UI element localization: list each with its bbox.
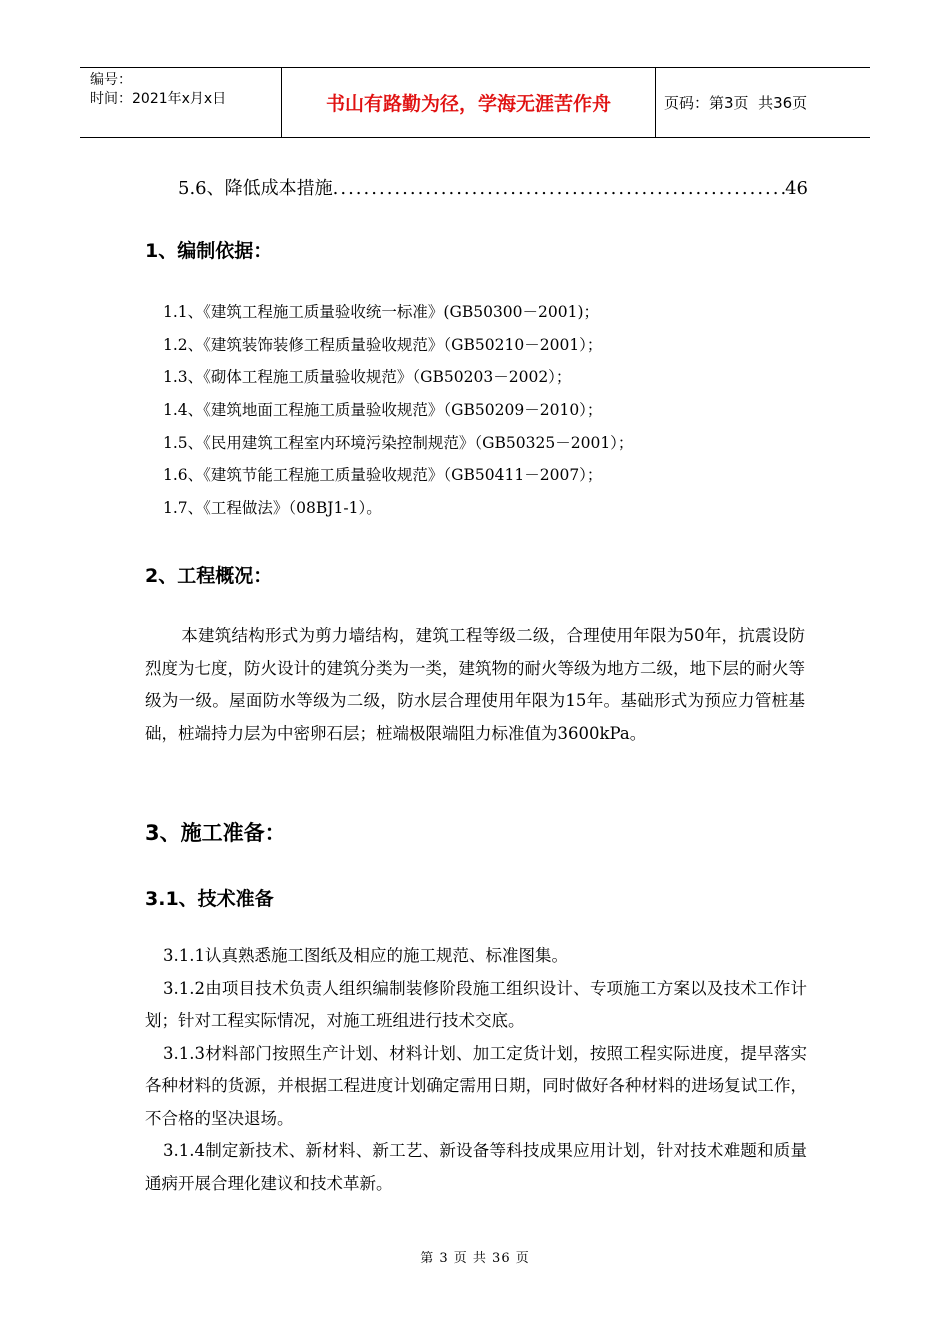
motto-text: 书山有路勤为径，学海无涯苦作舟	[325, 93, 611, 115]
tech-item: 3.1.3材料部门按照生产计划、材料计划、加工定货计划，按照工程实际进度，提早落实各种材料的货源，并根据工程进度计划确定需用日期，同时做好各种材料的进场复试工作，不合格的坚决退场。	[145, 1043, 807, 1128]
section3-1-heading: 3.1、技术准备	[145, 888, 274, 910]
header-motto-cell	[281, 68, 656, 137]
time-label: 时间：2021年x月x日	[90, 91, 227, 107]
reference-item: 1.1、《建筑工程施工质量验收统一标准》(GB50300－2001)；	[163, 303, 600, 321]
page-info: 页码：第3页 共36页	[664, 94, 808, 112]
project-overview-text: 本建筑结构形式为剪力墙结构，建筑工程等级二级，合理使用年限为50年，抗震设防烈度为七度，防火设计的建筑分类为一类，建筑物的耐火等级为地方二级，地下层的耐火等级为一级。屋面防水等级为二级，防水层合理使用年限为15年。基础形式为预应力管桩基础，桩端持力层为中密卵石层；桩端极限端阻力标准值为3600kPa。	[145, 626, 805, 743]
reference-item: 1.7、《工程做法》（08BJ1-1）。	[163, 499, 382, 518]
section1-heading: 1、编制依据：	[145, 240, 273, 262]
section2-heading: 2、工程概况：	[145, 565, 273, 587]
page-header	[80, 67, 870, 138]
header-left-cell	[80, 68, 281, 137]
project-overview-paragraph	[145, 620, 805, 750]
reference-list	[163, 300, 763, 529]
reference-item: 1.2、《建筑装饰装修工程质量验收规范》（GB50210－2001）；	[163, 335, 603, 354]
tech-item: 3.1.1认真熟悉施工图纸及相应的施工规范、标准图集。	[163, 946, 568, 965]
toc-entry-label: 5.6、降低成本措施	[178, 178, 333, 199]
toc-leader-dots	[333, 178, 785, 199]
tech-item: 3.1.4制定新技术、新材料、新工艺、新设备等科技成果应用计划，针对技术难题和质量通病开展合理化建议和技术革新。	[145, 1141, 807, 1193]
technical-preparation-list	[145, 940, 807, 1200]
section3-heading: 3、施工准备：	[145, 821, 286, 845]
reference-item: 1.4、《建筑地面工程施工质量验收规范》（GB50209－2010）；	[163, 401, 603, 420]
reference-item: 1.3、《砌体工程施工质量验收规范》（GB50203－2002）；	[163, 368, 572, 387]
tech-item: 3.1.2由项目技术负责人组织编制装修阶段施工组织设计、专项施工方案以及技术工作计划；针对工程实际情况，对施工班组进行技术交底。	[145, 978, 807, 1030]
number-label: 编号：	[90, 72, 132, 88]
page-footer: 第 3 页 共 36 页	[420, 1251, 530, 1266]
reference-item: 1.6、《建筑节能工程施工质量验收规范》（GB50411－2007）；	[163, 466, 603, 485]
toc-entry-page: 46	[785, 178, 808, 199]
header-page-cell	[656, 68, 870, 137]
toc-entry	[178, 174, 808, 200]
reference-item: 1.5、《民用建筑工程室内环境污染控制规范》（GB50325－2001）；	[163, 433, 634, 452]
